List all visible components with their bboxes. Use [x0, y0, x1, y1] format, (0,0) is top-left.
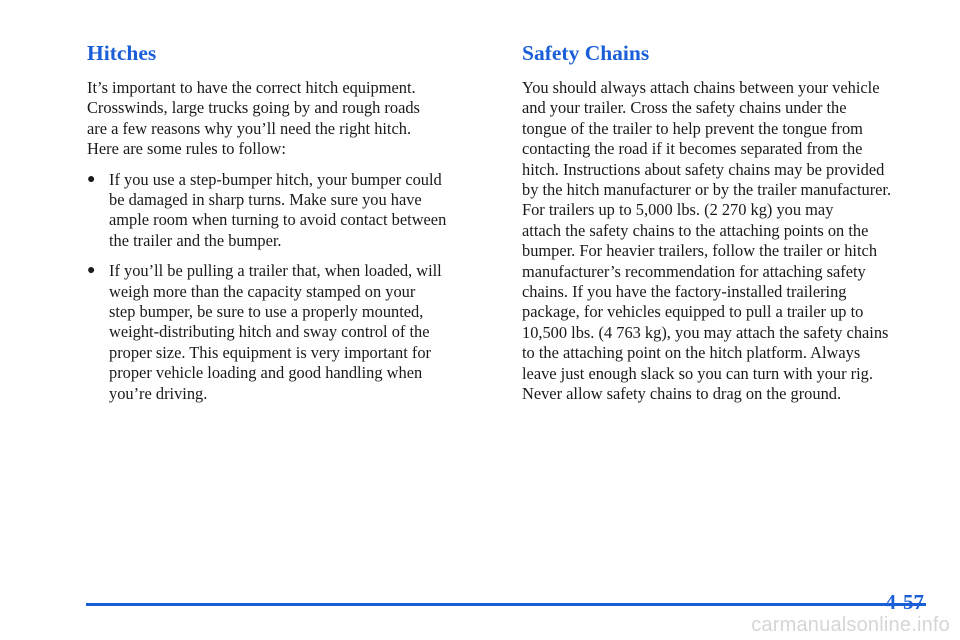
safety-chains-section [522, 40, 927, 405]
list-item [87, 261, 482, 404]
list-item [87, 170, 482, 252]
hitches-intro: It’s important to have the correct hitch equipment. Crosswinds, large trucks going by and rough roads are a few reasons why you’ll need the right hitch. Here are some rules to follow: [87, 78, 420, 159]
safety-chains-heading: Safety Chains [522, 41, 650, 65]
hitches-heading: Hitches [87, 41, 157, 65]
hitch-rules-list [87, 170, 482, 404]
footer-rule [86, 603, 926, 606]
bullet-text: If you use a step-bumper hitch, your bumper could be damaged in sharp turns. Make sure you have ample room when turning to avoid contact between the trailer and the bumper. [109, 169, 447, 250]
page-number: 4-57 [885, 590, 924, 614]
watermark: carmanualsonline.info [751, 614, 950, 636]
bullet-icon: ● [87, 263, 96, 279]
safety-chains-body: You should always attach chains between your vehicle and your trailer. Cross the safety chains under the tongue of the trailer to help prevent the tongue from contacting the road if it becomes separated from the hitch. Instructions about safety chains may be provided by the hitch manufacturer or by the trailer manufacturer. For trailers up to 5,000 lbs. (2 270 kg) you may attach the safety chains to the attaching points on the bumper. For heavier trailers, follow the trailer or hitch manufacturer’s recommendation for attaching safety chains. If you have the factory-installed trailering package, for vehicles equipped to pull a trailer up to 10,500 lbs. (4 763 kg), you may attach the safety chains to the attaching point on the hitch platform. Always leave just enough slack so you can turn with your rig. Never allow safety chains to drag on the ground. [522, 78, 892, 404]
hitches-section [87, 40, 482, 404]
bullet-icon: ● [87, 171, 96, 187]
bullet-text: If you’ll be pulling a trailer that, when loaded, will weigh more than the capacity stamped on your step bumper, be sure to use a properly mounted, weight-distributing hitch and sway control of the proper size. This equipment is very important for proper vehicle loading and good handling when you’re driving. [109, 261, 442, 403]
